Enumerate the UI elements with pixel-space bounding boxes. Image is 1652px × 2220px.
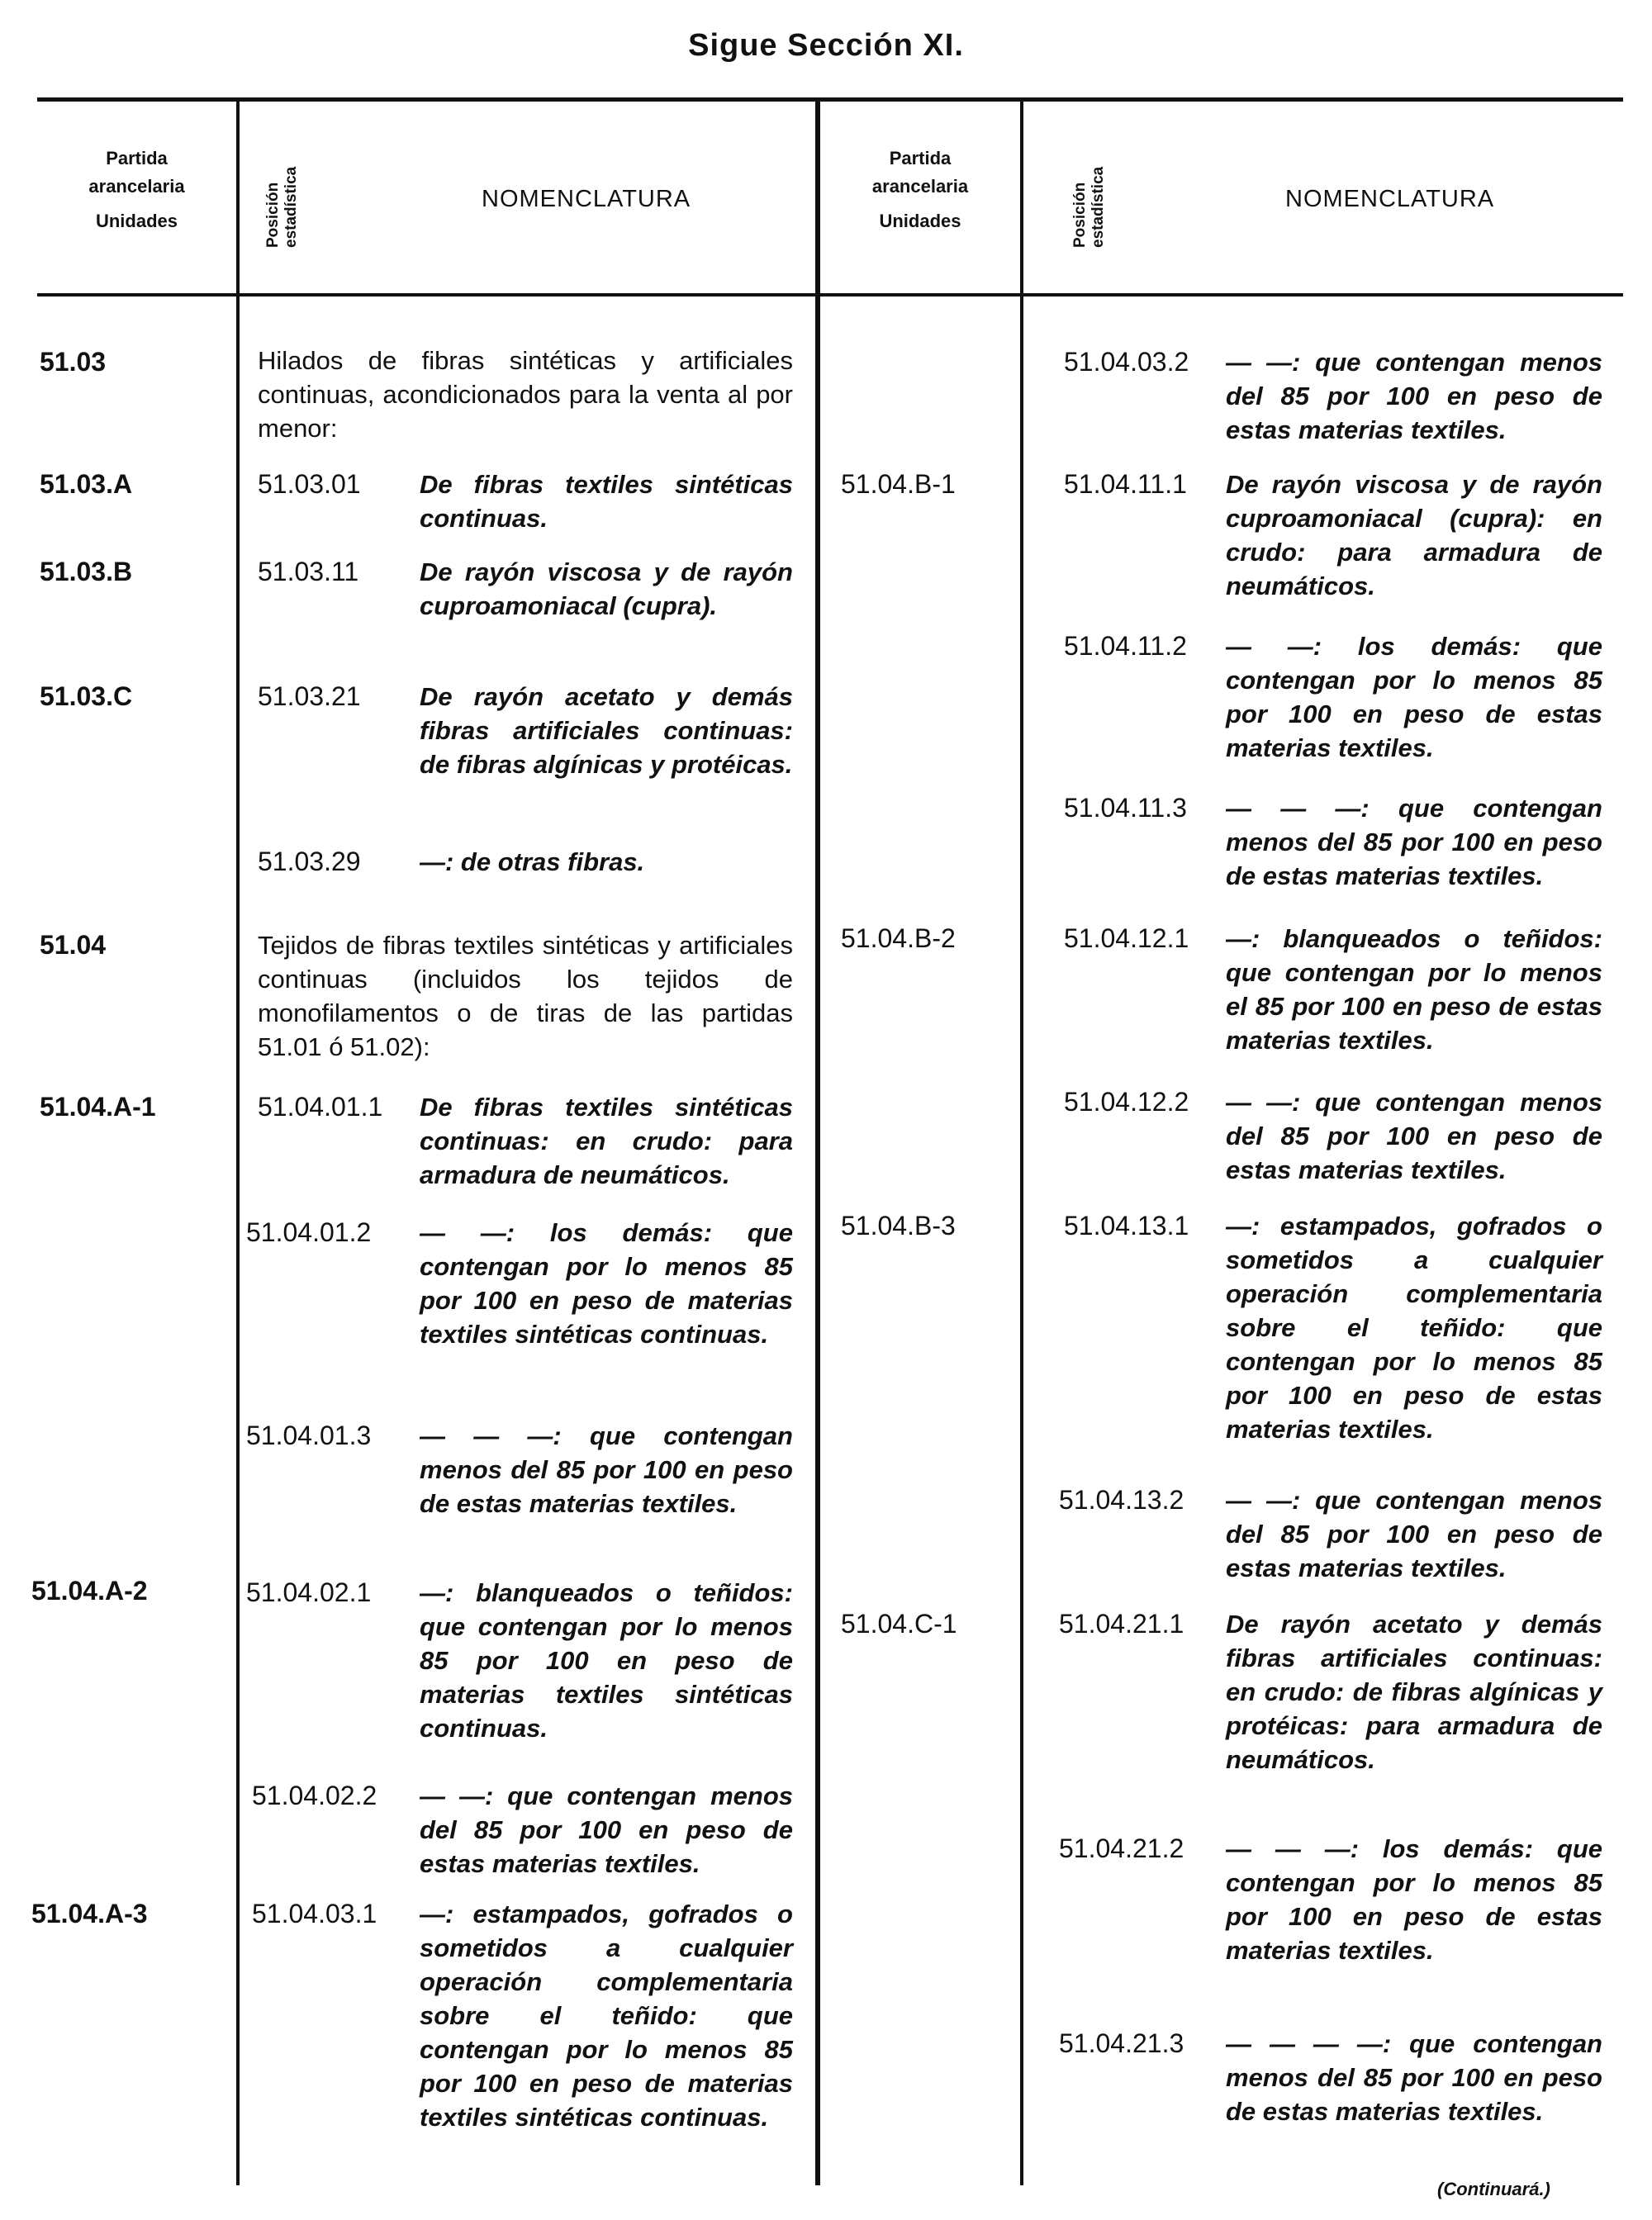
- header-arancelaria-label: arancelaria: [871, 176, 969, 197]
- header-arancelaria-label: arancelaria: [88, 176, 185, 197]
- position-code: 51.04.21.1: [1059, 1609, 1184, 1639]
- page-title: Sigue Sección XI.: [688, 28, 964, 63]
- entry-description: —: blanqueados o teñidos: que contengan por lo menos 85 por 100 en peso de materias textiles sintéticas continuas.: [420, 1578, 793, 1743]
- entry-description: —: estampados, gofrados o sometidos a cualquier operación complementaria sobre el teñido: que contengan por lo menos 85 por 100 en peso de materias textiles sintéticas continuas.: [420, 1900, 793, 2132]
- header-posicion: [264, 167, 301, 248]
- position-code: 51.04.13.1: [1064, 1211, 1189, 1240]
- position-code: 51.04.01.2: [246, 1217, 372, 1247]
- position-code: 51.04.02.1: [246, 1577, 372, 1607]
- partida-code: 51.04: [40, 930, 107, 960]
- partida-code: 51.03: [40, 347, 107, 377]
- entry-description: —: blanqueados o teñidos: que contengan por lo menos el 85 por 100 en peso de estas materias textiles.: [1226, 924, 1602, 1055]
- position-code: 51.03.01: [258, 469, 361, 499]
- header-unidades-label: Unidades: [879, 211, 961, 231]
- heading-text: Hilados de fibras sintéticas y artificiales continuas, acondicionados para la venta al por menor:: [258, 346, 793, 443]
- position-code: 51.04.21.3: [1059, 2028, 1184, 2058]
- header-unidades-label: Unidades: [95, 211, 178, 231]
- position-code: 51.04.03.2: [1064, 347, 1189, 377]
- position-code: 51.03.11: [258, 557, 359, 586]
- entry-description: — —: que contengan menos del 85 por 100 en peso de estas materias textiles.: [420, 1781, 793, 1878]
- partida-code: 51.04.B-3: [841, 1211, 956, 1240]
- column-divider: [236, 100, 240, 2185]
- entry-description: —: de otras fibras.: [420, 847, 645, 876]
- entry-description: De rayón viscosa y de rayón cuproamoniacal (cupra): en crudo: para armadura de neumáticos.: [1226, 470, 1602, 600]
- header-rule: [37, 293, 1623, 296]
- entry-description: — —: los demás: que contengan por lo menos 85 por 100 en peso de materias textiles sintéticas continuas.: [420, 1218, 793, 1349]
- position-code: 51.04.01.3: [246, 1421, 372, 1450]
- entry-description: — — —: que contengan menos del 85 por 100 en peso de estas materias textiles.: [420, 1421, 793, 1518]
- header-nomenclatura: NOMENCLATURA: [1285, 186, 1495, 212]
- entry-description: — — —: que contengan menos del 85 por 100 en peso de estas materias textiles.: [1226, 794, 1602, 890]
- position-code: 51.03.29: [258, 847, 361, 876]
- entry-description: De rayón acetato y demás fibras artificiales continuas: en crudo: de fibras algínicas y protéicas: para armadura de neumáticos.: [1226, 1610, 1602, 1774]
- position-code: 51.03.21: [258, 681, 361, 711]
- position-code: 51.04.02.2: [252, 1781, 377, 1810]
- top-rule: [37, 97, 1623, 102]
- position-code: 51.04.12.1: [1064, 923, 1189, 953]
- position-code: 51.04.12.2: [1064, 1087, 1189, 1117]
- continued-note: (Continuará.): [1437, 2179, 1550, 2199]
- column-divider: [815, 100, 820, 2185]
- header-estadistica-label: estadística: [282, 166, 300, 248]
- partida-code: 51.03.A: [40, 469, 133, 499]
- entry-description: De rayón acetato y demás fibras artificiales continuas: de fibras algínicas y protéicas.: [420, 682, 793, 779]
- partida-code: 51.04.B-1: [841, 469, 956, 499]
- entry-description: — — — —: que contengan menos del 85 por 100 en peso de estas materias textiles.: [1226, 2029, 1602, 2126]
- partida-code: 51.04.C-1: [841, 1609, 957, 1639]
- entry-description: — —: que contengan menos del 85 por 100 en peso de estas materias textiles.: [1226, 348, 1602, 444]
- position-code: 51.04.03.1: [252, 1899, 377, 1928]
- header-posicion-label: Posición: [264, 182, 282, 248]
- partida-code: 51.04.B-2: [841, 923, 956, 953]
- header-posicion: [1071, 167, 1108, 248]
- partida-code: 51.03.C: [40, 681, 133, 711]
- position-code: 51.04.01.1: [258, 1092, 383, 1122]
- heading-text: Tejidos de fibras textiles sintéticas y artificiales continuas (incluidos los tejidos de monofilamentos o de tiras de las partidas 51.01 ó 51.02):: [258, 931, 793, 1061]
- column-divider: [1020, 100, 1023, 2185]
- position-code: 51.04.21.2: [1059, 1833, 1184, 1863]
- header-partida-label: Partida: [889, 148, 952, 168]
- entry-description: De fibras textiles sintéticas continuas.: [420, 470, 793, 533]
- entry-description: De rayón viscosa y de rayón cuproamoniacal (cupra).: [420, 557, 793, 620]
- entry-description: — —: los demás: que contengan por lo menos 85 por 100 en peso de estas materias textiles.: [1226, 632, 1602, 762]
- partida-code: 51.03.B: [40, 557, 133, 586]
- header-posicion-label: Posición: [1071, 182, 1089, 248]
- position-code: 51.04.11.1: [1064, 469, 1187, 499]
- header-partida: [820, 145, 1020, 235]
- entry-description: — — —: los demás: que contengan por lo menos 85 por 100 en peso de estas materias textiles.: [1226, 1834, 1602, 1965]
- position-code: 51.04.11.3: [1064, 793, 1187, 823]
- partida-code: 51.04.A-1: [40, 1092, 156, 1122]
- partida-code: 51.04.A-2: [31, 1576, 148, 1606]
- header-partida-label: Partida: [106, 148, 168, 168]
- entry-description: De fibras textiles sintéticas continuas: en crudo: para armadura de neumáticos.: [420, 1093, 793, 1189]
- entry-description: — —: que contengan menos del 85 por 100 en peso de estas materias textiles.: [1226, 1486, 1602, 1582]
- position-code: 51.04.13.2: [1059, 1485, 1184, 1515]
- position-code: 51.04.11.2: [1064, 631, 1187, 661]
- header-partida: [37, 145, 236, 235]
- entry-description: — —: que contengan menos del 85 por 100 en peso de estas materias textiles.: [1226, 1088, 1602, 1184]
- partida-code: 51.04.A-3: [31, 1899, 148, 1928]
- header-estadistica-label: estadística: [1089, 166, 1107, 248]
- header-nomenclatura: NOMENCLATURA: [482, 186, 691, 212]
- entry-description: —: estampados, gofrados o sometidos a cualquier operación complementaria sobre el teñido: que contengan por lo menos 85 por 100 en peso de estas materias textiles.: [1226, 1212, 1602, 1444]
